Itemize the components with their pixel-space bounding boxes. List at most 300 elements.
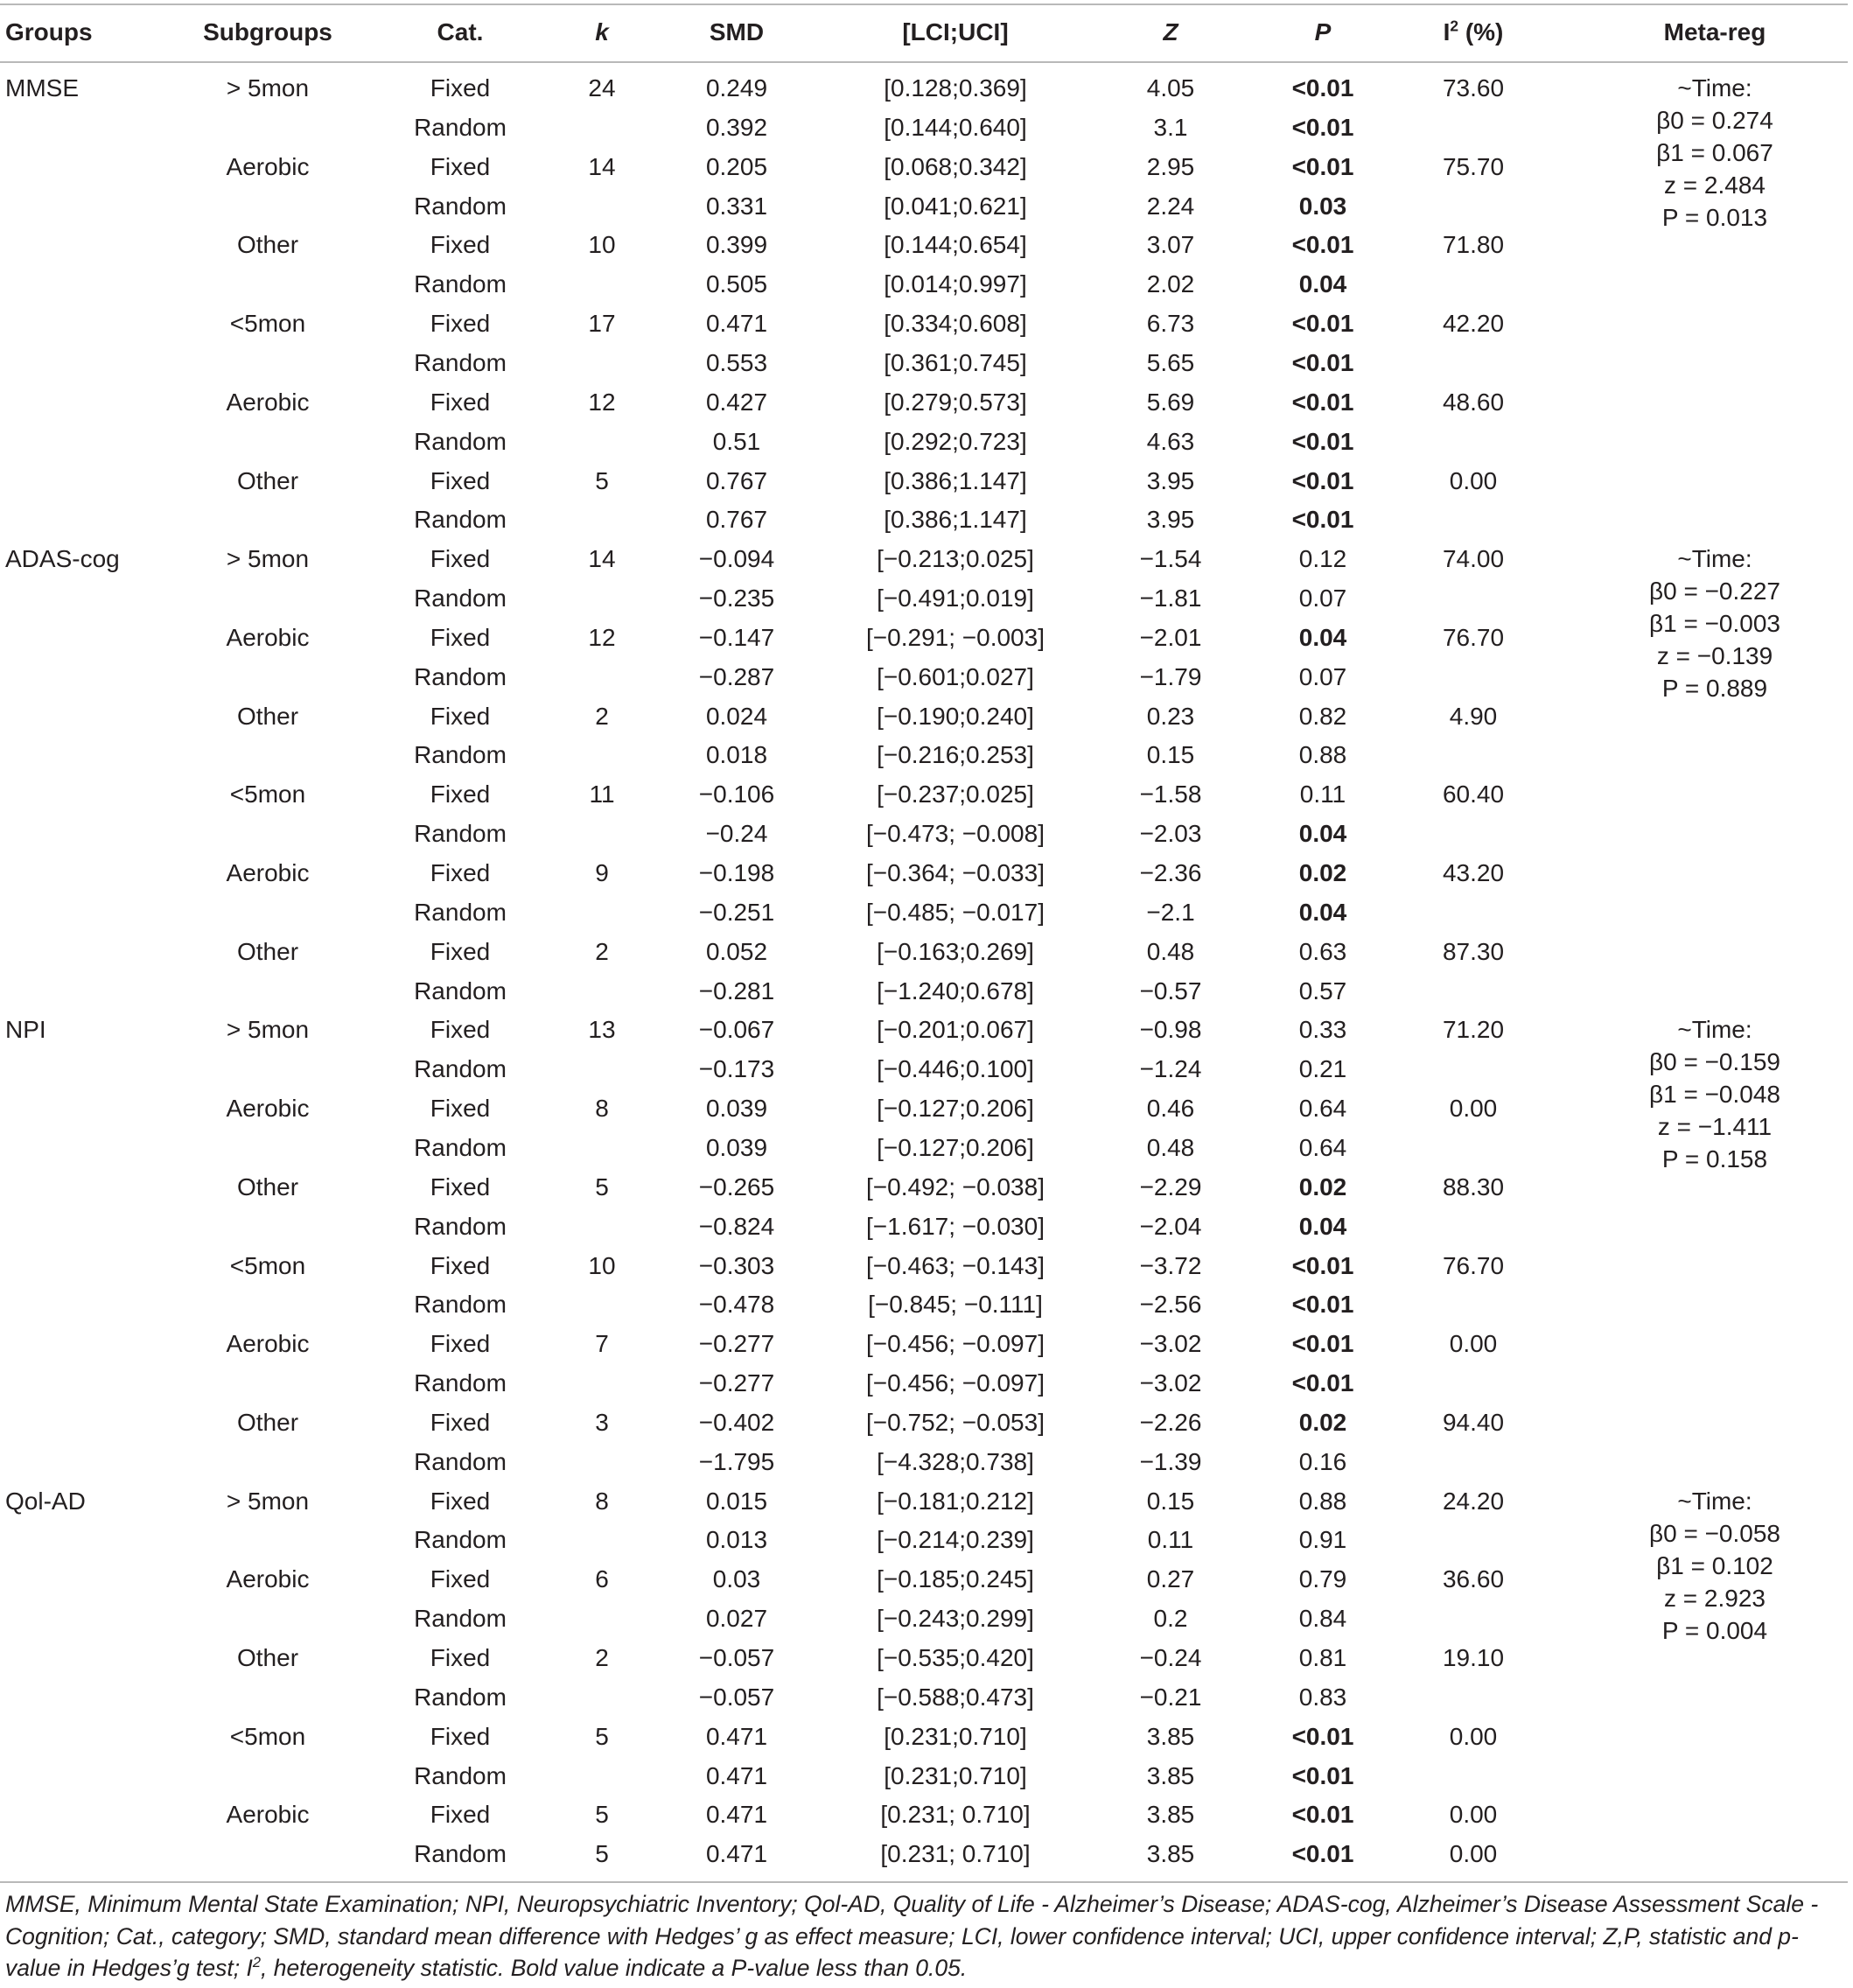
top-rule [0,4,1848,5]
cell-group [5,1207,180,1246]
cell-p: 0.11 [1299,780,1346,808]
table-row [0,971,1853,1011]
cell-z: 2.02 [1146,270,1195,298]
cell-p: <0.01 [1291,1330,1354,1358]
meta-regression-line: β1 = −0.048 [1648,1081,1780,1109]
cell-ci: [0.386;1.147] [884,506,1027,534]
cell-p: <0.01 [1291,1251,1354,1279]
cell-p: 0.64 [1298,1095,1347,1123]
cell-cat: Fixed [430,780,491,808]
cell-k [558,1520,646,1559]
cell-i2: 87.30 [1442,937,1505,965]
table-row [0,1167,1853,1207]
cell-cat: Random [414,113,507,141]
cell-cat: Fixed [430,1016,491,1044]
cell-p: <0.01 [1291,506,1354,534]
cell-cat: Random [414,427,507,455]
cell-ci: [−0.364; −0.033] [866,859,1045,886]
cell-sub [180,1442,355,1481]
cell-k: 5 [595,1722,609,1750]
cell-i2 [1403,343,1543,382]
cell-p: 0.04 [1298,270,1347,298]
meta-regression-line: P = 0.004 [1661,1616,1768,1644]
cell-sub [180,1756,355,1796]
cell-k [558,1128,646,1167]
table-row [0,264,1853,304]
cell-cat: Random [414,976,507,1004]
cell-i2 [1403,735,1543,774]
cell-ci: [0.231;0.710] [884,1722,1027,1750]
cell-sub: Aerobic [226,1095,310,1123]
cell-cat: Random [414,1055,507,1083]
table-row [0,1442,1853,1481]
cell-p: <0.01 [1291,1369,1354,1397]
table-row [0,1207,1853,1246]
cell-ci: [−0.163;0.269] [877,937,1034,965]
header-ci: [LCI;UCI] [902,18,1009,46]
cell-k [558,343,646,382]
cell-sub [180,186,355,226]
cell-k: 11 [589,780,615,808]
cell-cat: Fixed [430,1801,491,1829]
cell-k: 8 [595,1487,609,1515]
cell-cat: Fixed [430,466,491,494]
cell-cat: Random [414,898,507,926]
table-row [0,892,1853,932]
cell-smd: −0.106 [698,780,775,808]
cell-smd: −0.277 [698,1330,775,1358]
meta-regression-line: ~Time: [1677,1487,1752,1515]
table-row [0,618,1853,657]
meta-regression-line: P = 0.158 [1661,1145,1768,1173]
cell-z: 0.48 [1146,1133,1195,1161]
cell-p: 0.04 [1298,820,1347,848]
cell-p: <0.01 [1291,152,1354,180]
cell-ci: [−0.185;0.245] [877,1565,1034,1593]
cell-ci: [−0.237;0.025] [877,780,1034,808]
cell-k: 5 [595,1172,609,1200]
cell-i2 [1403,1442,1543,1481]
table-row [0,1599,1853,1638]
table-row [0,1795,1853,1834]
cell-cat: Random [414,1212,507,1240]
cell-z: −1.58 [1139,780,1202,808]
cell-smd: 0.471 [705,310,768,338]
cell-smd: 0.471 [705,1761,768,1789]
cell-k: 6 [595,1565,609,1593]
header-rule [0,61,1848,63]
cell-sub: <5mon [229,1251,306,1279]
cell-group [5,618,180,657]
cell-ci: [0.361;0.745] [884,348,1027,376]
cell-z: −1.54 [1139,545,1202,573]
cell-z: −1.24 [1139,1055,1202,1083]
cell-group [5,1088,180,1128]
cell-ci: [−0.446;0.100] [877,1055,1034,1083]
cell-group [5,1717,180,1756]
cell-i2 [1403,1520,1543,1559]
cell-p: 0.57 [1298,976,1347,1004]
footnote-text-a: MMSE, Minimum Mental State Examination; NPI, Neuropsychiatric Inventory; Qol-AD, Quality of Life - Alzheimer’s Disease; ADAS-cog, Alzheimer’s Disease Assessment Scale - Cognition; Cat., category; SMD, standard mean difference with Hedges’ g as effect measure; LCI, lower confidence interval; UCI, upper confidence interval; Z,P, statistic and p-value in Hedges’g test; I [5,1891,1819,1981]
cell-cat: Fixed [430,937,491,965]
cell-ci: [−0.190;0.240] [877,702,1034,730]
table-row [0,500,1853,539]
cell-cat: Fixed [430,1172,491,1200]
cell-group [5,1677,180,1717]
cell-smd: −0.265 [698,1172,775,1200]
table-row [0,1638,1853,1677]
cell-p: 0.91 [1298,1526,1347,1554]
cell-z: 3.85 [1146,1761,1195,1789]
cell-group [5,264,180,304]
cell-cat: Fixed [430,1408,491,1436]
cell-z: −3.02 [1139,1369,1202,1397]
cell-p: 0.88 [1298,1487,1347,1515]
table-row [0,539,1853,578]
cell-ci: [−0.127;0.206] [877,1095,1034,1123]
cell-k [558,892,646,932]
cell-i2 [1403,186,1543,226]
cell-ci: [−0.491;0.019] [877,584,1034,612]
cell-i2: 0.00 [1449,466,1498,494]
cell-k: 14 [588,545,616,573]
cell-sub: Other [236,702,299,730]
cell-group [5,971,180,1011]
cell-ci: [0.279;0.573] [884,388,1027,416]
cell-i2 [1403,422,1543,461]
cell-i2: 48.60 [1442,388,1505,416]
cell-i2: 4.90 [1449,702,1498,730]
cell-i2: 76.70 [1442,623,1505,651]
cell-ci: [0.014;0.997] [884,270,1027,298]
cell-ci: [−0.243;0.299] [877,1605,1034,1633]
cell-sub [180,1520,355,1559]
cell-group [5,774,180,814]
cell-i2: 76.70 [1442,1251,1505,1279]
cell-smd: 0.399 [705,231,768,259]
header-cat: Cat. [437,18,484,46]
meta-regression-line: ~Time: [1677,74,1752,102]
cell-k: 10 [588,1251,616,1279]
cell-smd: −0.281 [698,976,775,1004]
cell-z: −2.01 [1139,623,1202,651]
cell-z: −1.79 [1139,662,1202,690]
table-row [0,657,1853,696]
cell-p: 0.04 [1298,623,1347,651]
cell-cat: Random [414,270,507,298]
cell-cat: Random [414,662,507,690]
cell-z: −2.03 [1139,820,1202,848]
table-row [0,304,1853,343]
cell-smd: 0.767 [705,506,768,534]
cell-i2 [1403,892,1543,932]
cell-cat: Random [414,1840,507,1868]
cell-sub [180,1284,355,1324]
cell-ci: [−0.456; −0.097] [866,1369,1045,1397]
cell-p: <0.01 [1291,1291,1354,1319]
cell-sub [180,1677,355,1717]
cell-group: MMSE [5,74,79,102]
cell-cat: Fixed [430,1722,491,1750]
cell-ci: [−0.213;0.025] [877,545,1034,573]
cell-p: 0.21 [1298,1055,1347,1083]
cell-z: 0.15 [1146,741,1195,769]
cell-cat: Fixed [430,545,491,573]
table-row [0,1520,1853,1559]
cell-i2: 73.60 [1442,74,1505,102]
cell-cat: Random [414,192,507,220]
cell-p: 0.04 [1298,1212,1347,1240]
cell-k: 5 [595,1840,609,1868]
cell-z: −2.1 [1146,898,1195,926]
cell-p: <0.01 [1291,1801,1354,1829]
cell-cat: Random [414,348,507,376]
cell-i2: 88.30 [1442,1172,1505,1200]
cell-i2 [1403,814,1543,853]
cell-group [5,1363,180,1403]
cell-ci: [0.386;1.147] [884,466,1027,494]
cell-z: 5.65 [1146,348,1195,376]
cell-sub [180,1363,355,1403]
cell-ci: [−0.456; −0.097] [866,1330,1045,1358]
cell-z: 0.48 [1146,937,1195,965]
cell-p: 0.84 [1298,1605,1347,1633]
cell-sub: > 5mon [226,1016,310,1044]
cell-smd: 0.471 [705,1801,768,1829]
table-row [0,108,1853,147]
cell-i2: 42.20 [1442,310,1505,338]
cell-i2: 24.20 [1442,1487,1505,1515]
cell-group [5,578,180,618]
cell-ci: [0.334;0.608] [884,310,1027,338]
table-row [0,1717,1853,1756]
cell-ci: [−4.328;0.738] [877,1447,1034,1475]
cell-p: 0.03 [1298,192,1347,220]
cell-group [5,1049,180,1088]
cell-cat: Fixed [430,1095,491,1123]
cell-smd: 0.471 [705,1722,768,1750]
cell-group [5,304,180,343]
cell-k: 7 [595,1330,609,1358]
cell-p: 0.02 [1298,1408,1347,1436]
cell-group [5,1167,180,1207]
header-i2-sup: 2 [1450,17,1459,35]
cell-group [5,382,180,422]
cell-i2 [1403,1756,1543,1796]
cell-sub: Aerobic [226,1801,310,1829]
cell-smd: 0.767 [705,466,768,494]
cell-smd: −0.057 [698,1683,775,1711]
cell-sub: Aerobic [226,859,310,886]
cell-ci: [0.128;0.369] [884,74,1027,102]
cell-k [558,1677,646,1717]
cell-smd: 0.249 [705,74,768,102]
cell-sub [180,108,355,147]
cell-smd: −0.147 [698,623,775,651]
cell-ci: [−0.291; −0.003] [866,623,1045,651]
table-row [0,1324,1853,1363]
cell-z: −2.36 [1139,859,1202,886]
cell-smd: 0.03 [712,1565,761,1593]
cell-sub [180,264,355,304]
cell-i2 [1403,1284,1543,1324]
cell-cat: Fixed [430,623,491,651]
cell-sub: Other [236,231,299,259]
cell-smd: 0.027 [705,1605,768,1633]
cell-smd: −0.24 [705,820,768,848]
cell-cat: Random [414,1133,507,1161]
cell-sub [180,422,355,461]
cell-i2: 19.10 [1442,1644,1505,1671]
meta-regression-line: ~Time: [1677,1016,1752,1044]
cell-k: 5 [595,466,609,494]
meta-regression-line: β0 = −0.058 [1648,1519,1780,1547]
cell-sub [180,892,355,932]
cell-cat: Fixed [430,1251,491,1279]
cell-k: 2 [595,1644,609,1671]
cell-i2: 36.60 [1442,1565,1505,1593]
cell-sub: Aerobic [226,623,310,651]
cell-ci: [0.068;0.342] [884,152,1027,180]
cell-k: 3 [595,1408,609,1436]
cell-z: −0.21 [1139,1683,1202,1711]
cell-ci: [0.144;0.640] [884,113,1027,141]
cell-i2: 60.40 [1442,780,1505,808]
table-row [0,932,1853,971]
cell-z: 0.15 [1146,1487,1195,1515]
cell-z: 0.46 [1146,1095,1195,1123]
cell-cat: Fixed [430,1330,491,1358]
cell-k: 12 [588,623,616,651]
cell-p: <0.01 [1291,231,1354,259]
cell-p: 0.07 [1298,584,1347,612]
cell-ci: [−0.216;0.253] [877,741,1034,769]
cell-group [5,853,180,892]
cell-k: 12 [588,388,616,416]
cell-p: <0.01 [1291,427,1354,455]
header-i2-unit: (%) [1458,18,1504,46]
meta-regression-line: β0 = −0.159 [1648,1048,1780,1076]
cell-z: 0.23 [1146,702,1195,730]
cell-sub: <5mon [229,310,306,338]
cell-p: <0.01 [1291,1840,1354,1868]
cell-i2 [1403,1677,1543,1717]
cell-cat: Fixed [430,702,491,730]
table-row [0,1284,1853,1324]
table-row [0,853,1853,892]
cell-z: −1.81 [1139,584,1202,612]
cell-k: 13 [588,1016,616,1044]
cell-smd: 0.553 [705,348,768,376]
cell-smd: 0.018 [705,741,768,769]
cell-smd: 0.205 [705,152,768,180]
meta-regression-line: z = −1.411 [1657,1113,1773,1141]
cell-smd: −0.824 [698,1212,775,1240]
cell-sub [180,1049,355,1088]
cell-z: −2.26 [1139,1408,1202,1436]
cell-ci: [0.231; 0.710] [880,1840,1031,1868]
cell-k [558,186,646,226]
cell-smd: 0.471 [705,1840,768,1868]
cell-k [558,1207,646,1246]
header-i2-letter: I [1443,18,1451,46]
meta-regression-line: β0 = 0.274 [1656,107,1773,134]
cell-ci: [−0.127;0.206] [877,1133,1034,1161]
table-row [0,1559,1853,1599]
cell-i2 [1403,1128,1543,1167]
cell-k: 17 [588,310,616,338]
cell-z: −2.04 [1139,1212,1202,1240]
cell-group [5,1638,180,1677]
cell-i2 [1403,971,1543,1011]
cell-p: 0.16 [1298,1447,1347,1475]
table-row [0,147,1853,186]
cell-cat: Fixed [430,1644,491,1671]
cell-sub: Other [236,1408,299,1436]
cell-sub: Aerobic [226,1330,310,1358]
cell-smd: −0.173 [698,1055,775,1083]
table-row [0,578,1853,618]
cell-cat: Random [414,1447,507,1475]
cell-smd: 0.039 [705,1095,768,1123]
meta-regression-block [1605,72,1824,234]
cell-z: 0.2 [1153,1605,1188,1633]
cell-i2: 94.40 [1442,1408,1505,1436]
cell-ci: [0.041;0.621] [884,192,1027,220]
cell-ci: [−0.601;0.027] [877,662,1034,690]
cell-group: ADAS-cog [5,545,120,573]
cell-k: 2 [595,937,609,965]
cell-smd: 0.331 [705,192,768,220]
cell-cat: Random [414,1291,507,1319]
footnote-text-b: , heterogeneity statistic. Bold value indicate a P-value less than 0.05. [260,1955,968,1981]
header-subgroups: Subgroups [203,18,332,46]
cell-group [5,1403,180,1442]
cell-smd: −0.277 [698,1369,775,1397]
cell-p: 0.04 [1298,898,1347,926]
cell-group [5,1442,180,1481]
cell-k [558,1284,646,1324]
cell-group [5,1599,180,1638]
cell-smd: 0.505 [705,270,768,298]
cell-cat: Fixed [430,152,491,180]
cell-ci: [−0.485; −0.017] [866,898,1045,926]
cell-group [5,147,180,186]
cell-p: 0.79 [1298,1565,1347,1593]
cell-sub: Aerobic [226,152,310,180]
cell-cat: Fixed [430,859,491,886]
cell-ci: [−0.463; −0.143] [866,1251,1045,1279]
cell-group [5,1324,180,1363]
cell-sub: Other [236,466,299,494]
cell-smd: −0.251 [698,898,775,926]
cell-p: <0.01 [1291,348,1354,376]
cell-cat: Random [414,1526,507,1554]
cell-i2: 0.00 [1449,1722,1498,1750]
cell-i2 [1403,500,1543,539]
cell-ci: [−0.535;0.420] [877,1644,1034,1671]
meta-regression-line: z = −0.139 [1656,642,1773,670]
cell-k: 10 [588,231,616,259]
footnote-i2-sup: 2 [252,1955,261,1971]
cell-smd: −0.287 [698,662,775,690]
cell-smd: −0.198 [698,859,775,886]
header-metareg: Meta-reg [1663,18,1766,46]
cell-p: 0.02 [1298,859,1347,886]
cell-group [5,1246,180,1285]
cell-z: 3.85 [1146,1801,1195,1829]
table-row [0,1481,1853,1521]
